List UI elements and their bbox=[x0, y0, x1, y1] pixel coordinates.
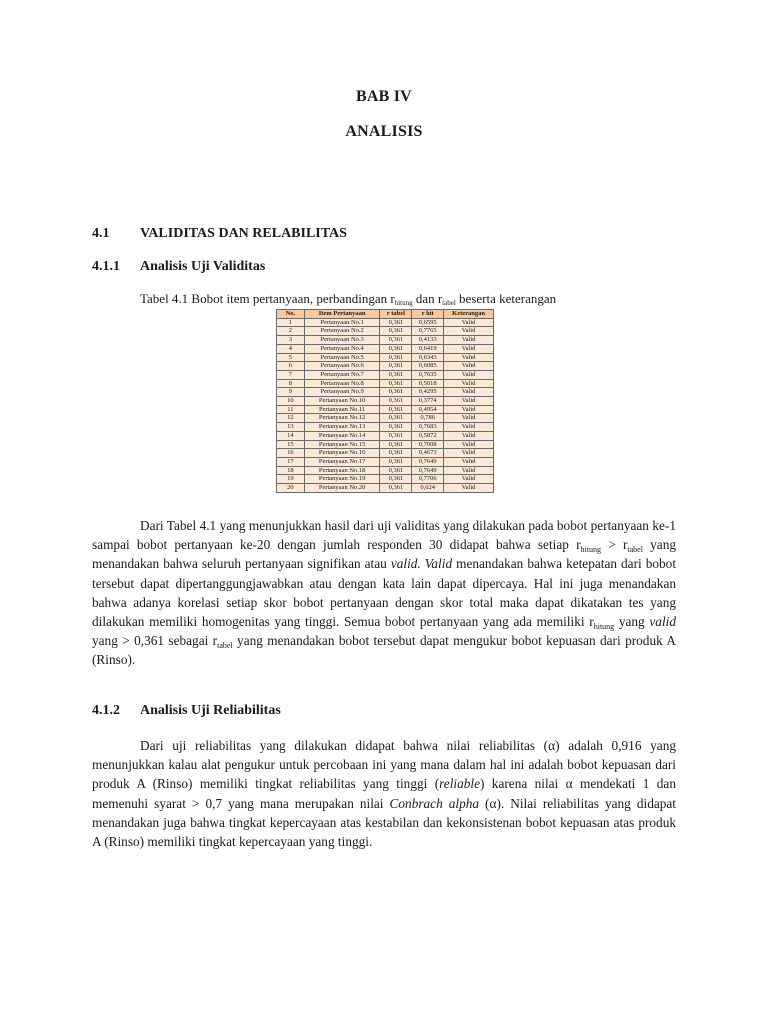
cell-keterangan: Valid bbox=[444, 431, 494, 440]
cell-no: 19 bbox=[277, 475, 305, 484]
cell-keterangan: Valid bbox=[444, 484, 494, 493]
cell-item: Pertanyaan No.8 bbox=[304, 379, 380, 388]
cell-item: Pertanyaan No.4 bbox=[304, 344, 380, 353]
cell-r-tabel: 0,361 bbox=[380, 484, 412, 493]
cell-r-tabel: 0,361 bbox=[380, 431, 412, 440]
table-row bbox=[277, 353, 494, 362]
cell-r-tabel: 0,361 bbox=[380, 344, 412, 353]
cell-r-hit: 0,7765 bbox=[412, 327, 444, 336]
table-row bbox=[277, 344, 494, 353]
table-row bbox=[277, 405, 494, 414]
cell-keterangan: Valid bbox=[444, 414, 494, 423]
cell-r-tabel: 0,361 bbox=[380, 475, 412, 484]
cell-keterangan: Valid bbox=[444, 440, 494, 449]
cell-item: Pertanyaan No.5 bbox=[304, 353, 380, 362]
cell-no: 5 bbox=[277, 353, 305, 362]
cell-no: 16 bbox=[277, 449, 305, 458]
cell-item: Pertanyaan No.11 bbox=[304, 405, 380, 414]
table-row bbox=[277, 431, 494, 440]
table-row bbox=[277, 379, 494, 388]
cell-item: Pertanyaan No.20 bbox=[304, 484, 380, 493]
cell-r-hit: 0,6419 bbox=[412, 344, 444, 353]
cell-r-hit: 0,7649 bbox=[412, 466, 444, 475]
cell-r-hit: 0,624 bbox=[412, 484, 444, 493]
cell-keterangan: Valid bbox=[444, 379, 494, 388]
section-heading bbox=[92, 226, 347, 242]
cell-keterangan: Valid bbox=[444, 457, 494, 466]
subsection-title: Analisis Uji Validitas bbox=[140, 259, 266, 274]
cell-keterangan: Valid bbox=[444, 388, 494, 397]
header-r-hit: r hit bbox=[412, 310, 444, 319]
cell-r-tabel: 0,361 bbox=[380, 336, 412, 345]
chapter-title: ANALISIS bbox=[345, 123, 423, 140]
cell-keterangan: Valid bbox=[444, 466, 494, 475]
cell-r-hit: 0,6595 bbox=[412, 318, 444, 327]
table-row bbox=[277, 327, 494, 336]
section-number: 4.1 bbox=[92, 226, 110, 241]
cell-keterangan: Valid bbox=[444, 327, 494, 336]
cell-keterangan: Valid bbox=[444, 344, 494, 353]
cell-no: 14 bbox=[277, 431, 305, 440]
cell-keterangan: Valid bbox=[444, 336, 494, 345]
cell-keterangan: Valid bbox=[444, 370, 494, 379]
cell-r-tabel: 0,361 bbox=[380, 370, 412, 379]
table-row bbox=[277, 423, 494, 432]
cell-r-hit: 0,4295 bbox=[412, 388, 444, 397]
cell-no: 12 bbox=[277, 414, 305, 423]
cell-r-tabel: 0,361 bbox=[380, 466, 412, 475]
cell-item: Pertanyaan No.6 bbox=[304, 362, 380, 371]
subsection-number: 4.1.1 bbox=[92, 259, 120, 274]
table-row bbox=[277, 318, 494, 327]
cell-r-tabel: 0,361 bbox=[380, 423, 412, 432]
cell-item: Pertanyaan No.19 bbox=[304, 475, 380, 484]
cell-keterangan: Valid bbox=[444, 397, 494, 406]
table-caption: Tabel 4.1 Bobot item pertanyaan, perbandingan $r_{hitung}$ dan $r_{tabel}$ beserta keterangan bbox=[140, 291, 557, 307]
cell-r-tabel: 0,361 bbox=[380, 362, 412, 371]
table-row bbox=[277, 336, 494, 345]
cell-no: 11 bbox=[277, 405, 305, 414]
cell-item: Pertanyaan No.16 bbox=[304, 449, 380, 458]
cell-r-hit: 0,5018 bbox=[412, 379, 444, 388]
cell-item: Pertanyaan No.3 bbox=[304, 336, 380, 345]
subsection-number: 4.1.2 bbox=[92, 703, 120, 718]
paragraph-validity: Dari Tabel 4.1 yang menunjukkan hasil dari uji validitas yang dilakukan pada bobot pertanyaan ke-1 sampai bobot pertanyaan ke-20 dengan jumlah responden 30 didapat bahwa setiap $r_{hitung} > r_{tabel}$ yang menandakan bahwa seluruh pertanyaan signifikan atau valid. Valid menandakan bahwa ketepatan dari bobot tersebut dapat dipertanggungjawabkan atau dengan kata lain dapat dipercaya. Hal ini juga menandakan bahwa adanya korelasi setiap skor bobot pertanyaan dengan skor total maka dapat dikatakan tes yang dilakukan memiliki homogenitas yang tinggi. Semua bobot pertanyaan yang ada memiliki $r_{hitung}$ yang valid yang > 0,361 sebagai $r_{tabel}$ yang menandakan bobot tersebut dapat mengukur bobot kepuasan dari produk A (Rinso). bbox=[92, 518, 677, 668]
cell-keterangan: Valid bbox=[444, 423, 494, 432]
validity-table bbox=[276, 309, 494, 493]
cell-item: Pertanyaan No.7 bbox=[304, 370, 380, 379]
cell-r-tabel: 0,361 bbox=[380, 405, 412, 414]
cell-no: 4 bbox=[277, 344, 305, 353]
cell-keterangan: Valid bbox=[444, 318, 494, 327]
cell-r-hit: 0,7706 bbox=[412, 475, 444, 484]
cell-r-hit: 0,4673 bbox=[412, 449, 444, 458]
cell-no: 6 bbox=[277, 362, 305, 371]
cell-item: Pertanyaan No.17 bbox=[304, 457, 380, 466]
cell-no: 17 bbox=[277, 457, 305, 466]
table-header-row bbox=[277, 310, 494, 319]
cell-keterangan: Valid bbox=[444, 449, 494, 458]
cell-r-hit: 0,3774 bbox=[412, 397, 444, 406]
cell-keterangan: Valid bbox=[444, 362, 494, 371]
cell-r-tabel: 0,361 bbox=[380, 397, 412, 406]
cell-no: 7 bbox=[277, 370, 305, 379]
cell-r-hit: 0,7008 bbox=[412, 440, 444, 449]
cell-no: 1 bbox=[277, 318, 305, 327]
cell-r-hit: 0,5872 bbox=[412, 431, 444, 440]
cell-no: 18 bbox=[277, 466, 305, 475]
cell-item: Pertanyaan No.15 bbox=[304, 440, 380, 449]
cell-r-tabel: 0,361 bbox=[380, 318, 412, 327]
cell-r-hit: 0,786 bbox=[412, 414, 444, 423]
cell-keterangan: Valid bbox=[444, 475, 494, 484]
cell-no: 15 bbox=[277, 440, 305, 449]
cell-keterangan: Valid bbox=[444, 405, 494, 414]
cell-r-hit: 0,7635 bbox=[412, 370, 444, 379]
cell-no: 8 bbox=[277, 379, 305, 388]
cell-r-tabel: 0,361 bbox=[380, 449, 412, 458]
cell-r-tabel: 0,361 bbox=[380, 414, 412, 423]
subsection-heading-reliability bbox=[92, 703, 281, 719]
header-keterangan: Keterangan bbox=[444, 310, 494, 319]
cell-r-hit: 0,7683 bbox=[412, 423, 444, 432]
table-row bbox=[277, 475, 494, 484]
cell-r-hit: 0,4954 bbox=[412, 405, 444, 414]
table-row bbox=[277, 388, 494, 397]
cell-r-hit: 0,7649 bbox=[412, 457, 444, 466]
chapter-number: BAB IV bbox=[356, 88, 412, 105]
table-row bbox=[277, 397, 494, 406]
table-row bbox=[277, 484, 494, 493]
header-item: Item Pertanyaan bbox=[304, 310, 380, 319]
table-row bbox=[277, 362, 494, 371]
cell-item: Pertanyaan No.14 bbox=[304, 431, 380, 440]
cell-r-hit: 0,6343 bbox=[412, 353, 444, 362]
cell-keterangan: Valid bbox=[444, 353, 494, 362]
table-row bbox=[277, 370, 494, 379]
cell-no: 10 bbox=[277, 397, 305, 406]
cell-item: Pertanyaan No.10 bbox=[304, 397, 380, 406]
cell-item: Pertanyaan No.1 bbox=[304, 318, 380, 327]
table-row bbox=[277, 457, 494, 466]
header-no: No. bbox=[277, 310, 305, 319]
cell-item: Pertanyaan No.12 bbox=[304, 414, 380, 423]
cell-no: 20 bbox=[277, 484, 305, 493]
cell-r-hit: 0,6085 bbox=[412, 362, 444, 371]
cell-r-tabel: 0,361 bbox=[380, 379, 412, 388]
cell-r-tabel: 0,361 bbox=[380, 440, 412, 449]
cell-item: Pertanyaan No.13 bbox=[304, 423, 380, 432]
subsection-heading-validity bbox=[92, 259, 265, 275]
table-row bbox=[277, 466, 494, 475]
table-row bbox=[277, 414, 494, 423]
table-row bbox=[277, 440, 494, 449]
section-title: VALIDITAS DAN RELABILITAS bbox=[140, 226, 347, 241]
cell-r-tabel: 0,361 bbox=[380, 388, 412, 397]
cell-item: Pertanyaan No.2 bbox=[304, 327, 380, 336]
cell-r-tabel: 0,361 bbox=[380, 353, 412, 362]
cell-item: Pertanyaan No.9 bbox=[304, 388, 380, 397]
table-row bbox=[277, 449, 494, 458]
cell-no: 13 bbox=[277, 423, 305, 432]
cell-item: Pertanyaan No.18 bbox=[304, 466, 380, 475]
cell-r-tabel: 0,361 bbox=[380, 457, 412, 466]
cell-no: 9 bbox=[277, 388, 305, 397]
cell-r-hit: 0,4133 bbox=[412, 336, 444, 345]
cell-no: 2 bbox=[277, 327, 305, 336]
subsection-title: Analisis Uji Reliabilitas bbox=[140, 703, 281, 718]
header-r-tabel: r tabel bbox=[380, 310, 412, 319]
cell-no: 3 bbox=[277, 336, 305, 345]
cell-r-tabel: 0,361 bbox=[380, 327, 412, 336]
paragraph-reliability: Dari uji reliabilitas yang dilakukan didapat bahwa nilai reliabilitas (α) adalah 0,916 yang menunjukkan kalau alat pengukur untuk percobaan ini yang mana dalam hal ini adalah bobot kepuasan dari produk A (Rinso) memiliki tingkat reliabilitas yang tinggi (reliable) karena nilai α mendekati 1 dan memenuhi syarat > 0,7 yang mana merupakan nilai Conbrach alpha (α). Nilai reliabilitas yang didapat menandakan juga bahwa tingkat kepercayaan atas kestabilan dan kekonsistenan bobot kepuasan atas produk A (Rinso) memiliki tingkat kepercayaan yang tinggi. bbox=[92, 738, 676, 850]
